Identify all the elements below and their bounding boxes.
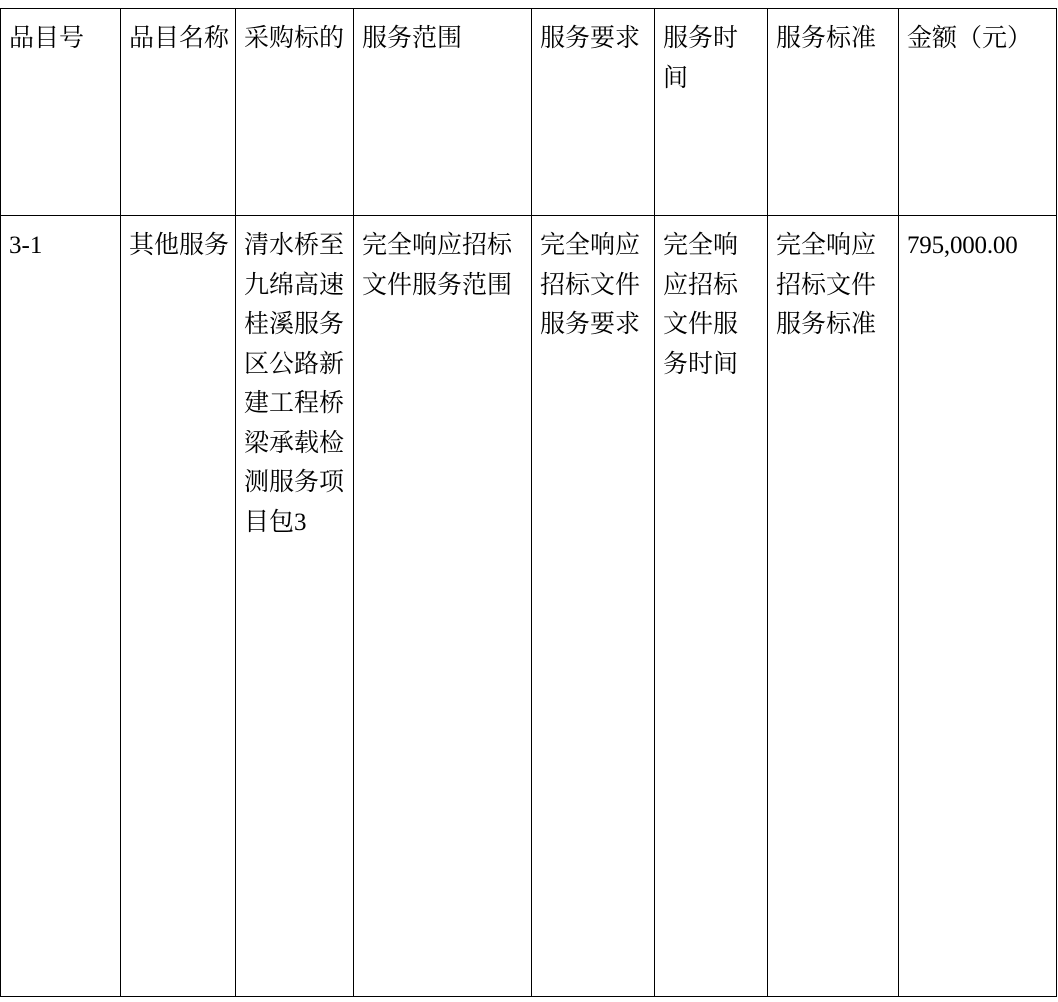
cell-item-name [121,216,236,997]
column-header-item-no [1,9,121,216]
column-header-service-standard-label: 服务标准 [776,25,877,52]
cell-service-requirement [532,216,655,997]
procurement-items-table [0,8,1057,997]
procurement-target-value: 清水桥至九绵高速桂溪服务区公路新建工程桥梁承载检测服务项目包3 [244,232,345,536]
table-header [1,9,1057,216]
item-no-value: 3-1 [9,232,43,259]
column-header-item-no-label: 品目号 [9,25,85,52]
column-header-procurement-target-label: 采购标的 [244,25,345,52]
column-header-item-name-label: 品目名称 [129,25,230,52]
service-scope-value: 完全响应招标文件服务范围 [362,232,513,299]
column-header-service-requirement [532,9,655,216]
column-header-service-time-label: 服务时间 [663,25,739,92]
service-standard-value: 完全响应招标文件服务标准 [776,232,877,338]
table-body [1,216,1057,997]
cell-amount [899,216,1057,997]
cell-procurement-target [236,216,354,997]
column-header-amount-label: 金额（元） [907,25,1033,52]
cell-service-time [655,216,768,997]
column-header-service-standard [768,9,899,216]
column-header-service-time [655,9,768,216]
service-requirement-value: 完全响应招标文件服务要求 [540,232,641,338]
column-header-service-scope [354,9,532,216]
cell-item-no [1,216,121,997]
table-header-row [1,9,1057,216]
cell-service-scope [354,216,532,997]
service-time-value: 完全响应招标文件服务时间 [663,232,739,378]
item-name-value: 其他服务 [129,232,230,259]
column-header-item-name [121,9,236,216]
column-header-amount [899,9,1057,216]
column-header-service-requirement-label: 服务要求 [540,25,641,52]
column-header-service-scope-label: 服务范围 [362,25,463,52]
cell-service-standard [768,216,899,997]
column-header-procurement-target [236,9,354,216]
amount-value: 795,000.00 [907,232,1018,259]
table-row [1,216,1057,997]
